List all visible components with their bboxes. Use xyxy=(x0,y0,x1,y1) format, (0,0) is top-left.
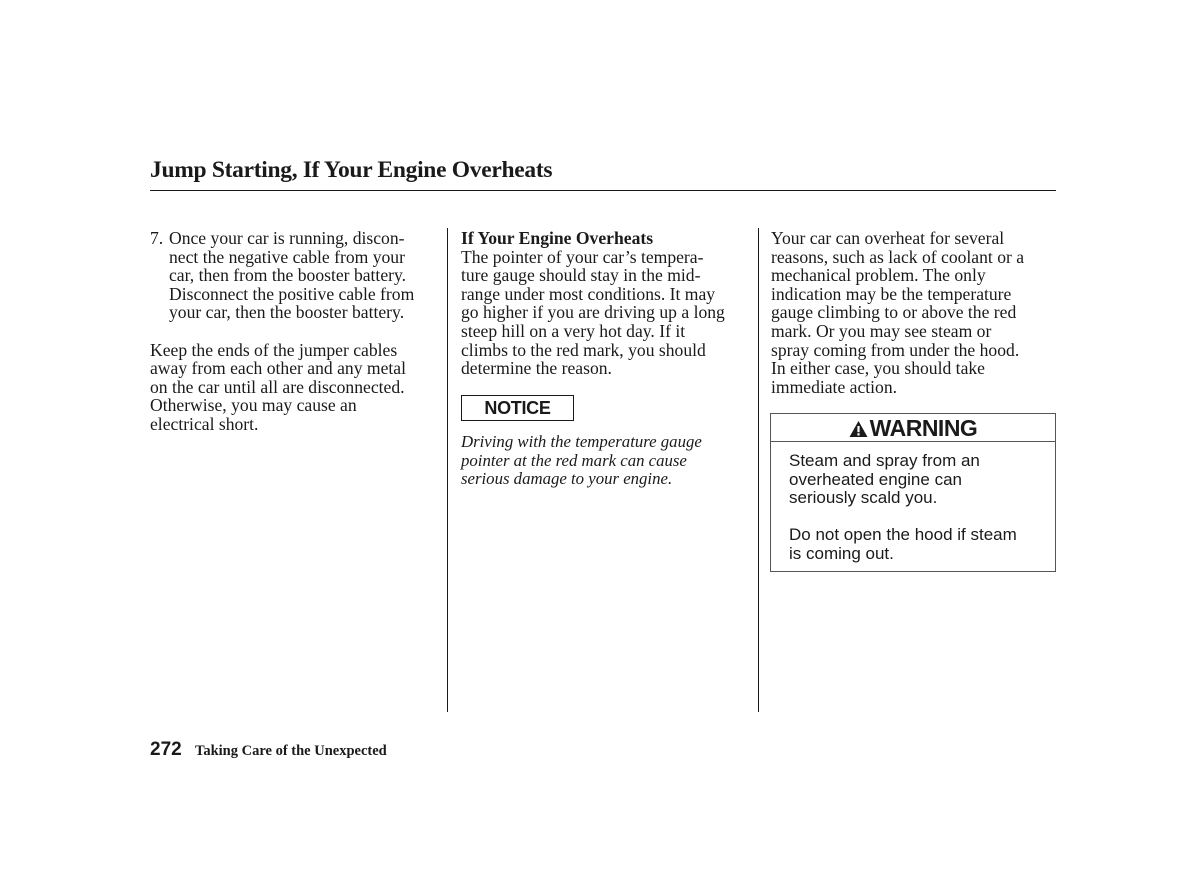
paragraph-line: Your car can overheat for several xyxy=(771,228,1005,248)
column-divider xyxy=(447,228,448,712)
paragraph-line: gauge climbing to or above the red xyxy=(771,302,1017,323)
paragraph-line: spray coming from under the hood. xyxy=(771,339,1020,360)
warning-line: Do not open the hood if steam xyxy=(789,525,1017,545)
step-line: Disconnect the positive cable from xyxy=(169,283,415,304)
step-number: 7. xyxy=(150,228,164,248)
paragraph-line: mark. Or you may see steam or xyxy=(771,320,992,341)
paragraph-line: away from each other and any metal xyxy=(150,358,406,379)
footer-section-title: Taking Care of the Unexpected xyxy=(195,743,387,759)
page-number: 272 xyxy=(150,739,182,760)
title-divider xyxy=(150,190,1056,191)
step-text xyxy=(169,229,440,322)
warning-text xyxy=(789,452,1017,564)
paragraph-line: electrical short. xyxy=(150,413,259,434)
paragraph-line: mechanical problem. The only xyxy=(771,265,986,286)
notice-line: Driving with the temperature gauge xyxy=(461,432,702,451)
warning-header xyxy=(771,414,1055,442)
paragraph-line: reasons, such as lack of coolant or a xyxy=(771,246,1025,267)
warning-label: WARNING xyxy=(869,415,978,441)
paragraph-line: on the car until all are disconnected. xyxy=(150,376,405,397)
right-column xyxy=(771,229,1061,396)
step-line: nect the negative cable from your xyxy=(169,246,405,267)
step-7 xyxy=(150,229,440,322)
warning-line: Steam and spray from an xyxy=(789,451,980,470)
paragraph-line: In either case, you should take xyxy=(771,358,985,379)
paragraph-line: range under most conditions. It may xyxy=(461,283,716,304)
warning-box xyxy=(770,413,1056,572)
middle-column xyxy=(461,229,751,378)
step-line: Once your car is running, discon- xyxy=(169,228,405,248)
notice-label: NOTICE xyxy=(461,395,574,421)
section-heading: If Your Engine Overheats xyxy=(461,228,654,248)
column-divider xyxy=(758,228,759,712)
step-line: your car, then the booster battery. xyxy=(169,302,405,323)
warning-line: is coming out. xyxy=(789,543,894,563)
notice-line: serious damage to your engine. xyxy=(461,469,673,489)
paragraph-line: Otherwise, you may cause an xyxy=(150,395,357,416)
paragraph-line: Keep the ends of the jumper cables xyxy=(150,339,398,360)
notice-line: pointer at the red mark can cause xyxy=(461,450,687,470)
step-line: car, then from the booster battery. xyxy=(169,265,407,286)
paragraph-line: steep hill on a very hot day. If it xyxy=(461,320,686,341)
warning-line: seriously scald you. xyxy=(789,488,938,508)
notice-text xyxy=(461,433,702,489)
paragraph-line: indication may be the temperature xyxy=(771,283,1012,304)
warning-triangle-icon xyxy=(849,420,868,443)
paragraph-line: The pointer of your car’s tempera- xyxy=(461,246,704,267)
paragraph-line: climbs to the red mark, you should xyxy=(461,339,706,360)
paragraph-line: immediate action. xyxy=(771,376,898,397)
paragraph-line: determine the reason. xyxy=(461,358,612,379)
paragraph-line: ture gauge should stay in the mid- xyxy=(461,265,701,286)
page-title: Jump Starting, If Your Engine Overheats xyxy=(150,157,553,183)
warning-line: overheated engine can xyxy=(789,469,962,489)
left-column xyxy=(150,229,440,434)
paragraph-line: go higher if you are driving up a long xyxy=(461,302,725,323)
jumper-cables-paragraph xyxy=(150,341,440,434)
